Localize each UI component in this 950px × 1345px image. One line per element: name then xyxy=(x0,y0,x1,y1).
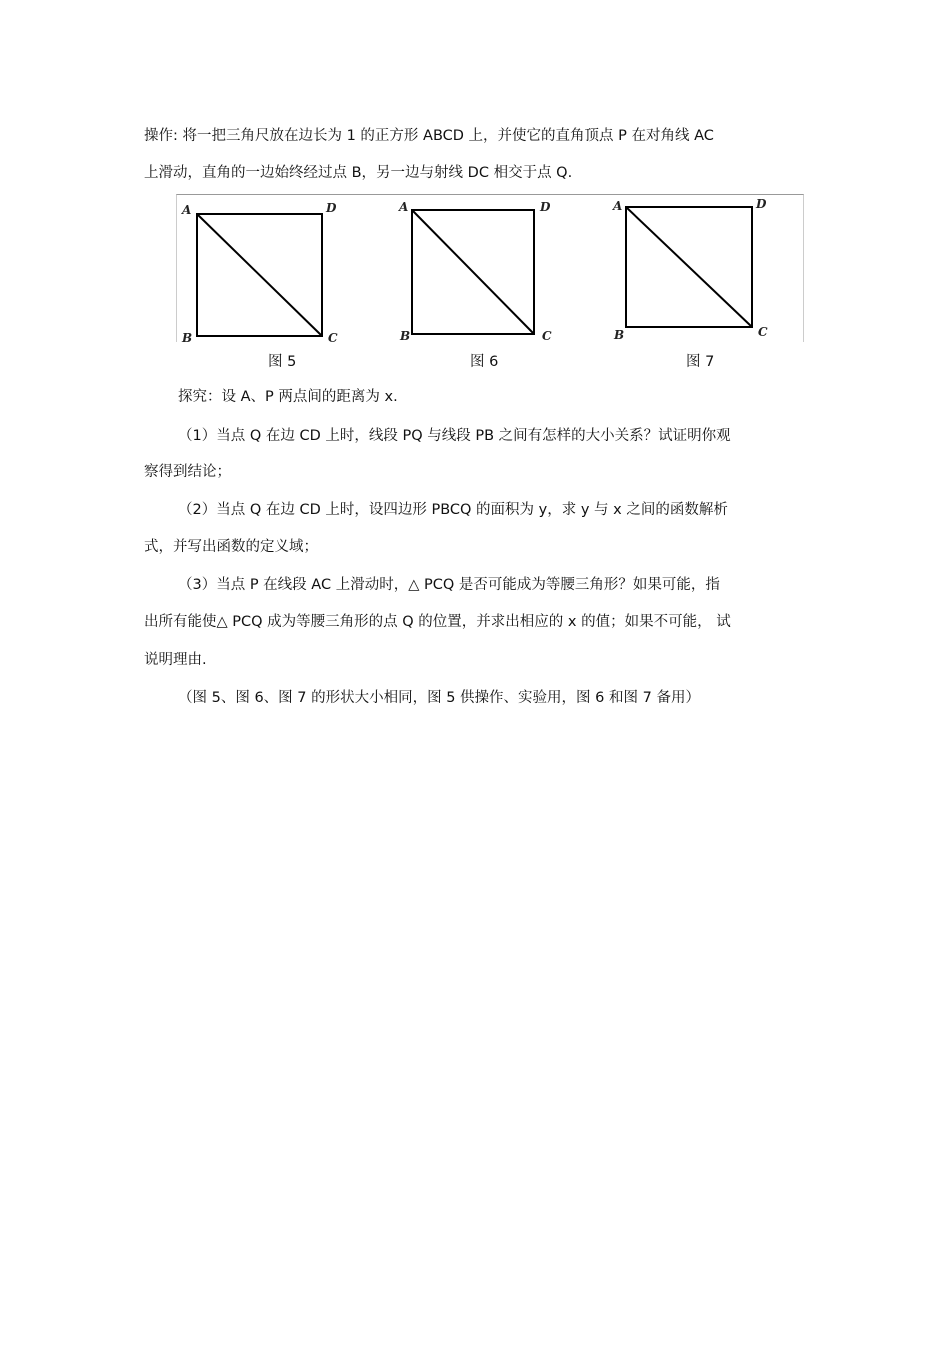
figure-note: （图 5、图 6、图 7 的形状大小相同，图 5 供操作、实验用，图 6 和图 7 备用） xyxy=(178,690,700,706)
question-1-line-1: （1）当点 Q 在边 CD 上时，线段 PQ 与线段 PB 之间有怎样的大小关系？试证明你观 xyxy=(178,428,731,444)
point-label-d: D xyxy=(326,201,337,215)
point-label-a: A xyxy=(182,203,192,217)
point-label-b: B xyxy=(182,331,193,345)
question-2-line-2: 式，并写出函数的定义域； xyxy=(144,539,318,555)
explore-line: 探究：设 A、P 两点间的距离为 x. xyxy=(178,389,398,405)
diagonal-ac xyxy=(197,214,322,336)
diagonal-ac xyxy=(626,207,752,327)
point-label-c: C xyxy=(328,331,338,345)
point-label-d: D xyxy=(540,200,551,214)
point-label-a: A xyxy=(613,199,623,213)
question-1-line-2: 察得到结论； xyxy=(144,464,231,480)
question-3-line-3: 说明理由. xyxy=(144,652,207,668)
operation-line-1: 操作: 将一把三角尺放在边长为 1 的正方形 ABCD 上，并使它的直角顶点 P 在对角线 AC xyxy=(144,128,714,144)
figure-6 xyxy=(396,194,566,344)
point-label-d: D xyxy=(756,197,767,211)
question-3-line-1: （3）当点 P 在线段 AC 上滑动时，△ PCQ 是否可能成为等腰三角形？如果可能，指 xyxy=(178,577,720,593)
figure-6-caption: 图 6 xyxy=(470,354,499,370)
point-label-c: C xyxy=(758,325,768,339)
figure-7-caption: 图 7 xyxy=(686,354,715,370)
point-label-b: B xyxy=(614,328,625,342)
point-label-c: C xyxy=(542,329,552,343)
figure-5-caption: 图 5 xyxy=(268,354,297,370)
question-3-line-2: 出所有能使△ PCQ 成为等腰三角形的点 Q 的位置，并求出相应的 x 的值；如果不可能， 试 xyxy=(144,614,731,630)
question-2-line-1: （2）当点 Q 在边 CD 上时，设四边形 PBCQ 的面积为 y，求 y 与 x 之间的函数解析 xyxy=(178,502,728,518)
figure-7 xyxy=(604,194,784,344)
diagonal-ac xyxy=(412,210,534,334)
operation-line-2: 上滑动，直角的一边始终经过点 B，另一边与射线 DC 相交于点 Q. xyxy=(144,165,573,181)
figure-5 xyxy=(176,194,336,344)
point-label-a: A xyxy=(399,200,409,214)
point-label-b: B xyxy=(400,329,411,343)
